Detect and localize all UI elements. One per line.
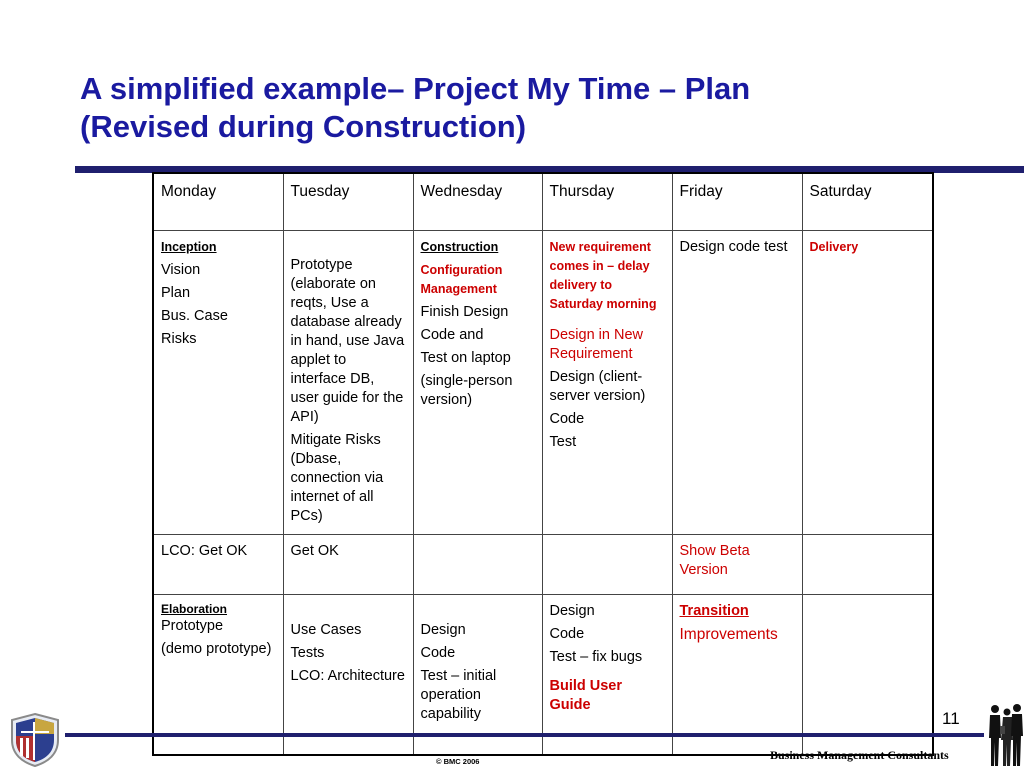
- table-row: [153, 535, 933, 595]
- cell-wednesday-tasks-2: [413, 595, 542, 756]
- task-item: Use Cases: [290, 622, 362, 638]
- task-item: Vision: [161, 262, 201, 278]
- task-item: Test – fix bugs: [549, 649, 643, 665]
- task-item: Bus. Case: [161, 308, 228, 324]
- cell-tuesday-tasks-2: [283, 595, 413, 756]
- phase-label-elaboration: Elaboration: [161, 602, 228, 616]
- table-row: [153, 595, 933, 756]
- cell-tuesday-milestone: Get OK: [283, 535, 413, 595]
- table-header-row: [153, 173, 933, 231]
- cell-thursday-milestone: [542, 535, 672, 595]
- task-item: Design code test: [679, 239, 788, 255]
- slide-title: [80, 70, 980, 146]
- cell-tuesday-tasks: [283, 231, 413, 535]
- cell-monday-phase: [153, 231, 283, 535]
- cell-monday-milestone: LCO: Get OK: [153, 535, 283, 595]
- cell-wednesday-tasks: [413, 231, 542, 535]
- cell-monday-phase-2: [153, 595, 283, 756]
- task-item: Design (client-server version): [549, 369, 646, 404]
- task-item: Test: [549, 434, 577, 450]
- header-friday: Friday: [672, 173, 802, 231]
- task-item-highlight: Build User Guide: [549, 678, 623, 713]
- task-item: Design: [549, 603, 595, 619]
- task-item: Code and: [420, 327, 484, 343]
- copyright-notice: © BMC 2006: [436, 757, 480, 766]
- task-item: Test – initial operation capability: [420, 668, 497, 722]
- task-item: (demo prototype): [161, 641, 272, 657]
- task-item: Plan: [161, 285, 191, 301]
- cell-thursday-tasks: [542, 231, 672, 535]
- consultants-figures-icon: [986, 702, 1024, 768]
- cell-thursday-tasks-2: [542, 595, 672, 756]
- task-item: Risks: [161, 331, 197, 347]
- task-item-highlight: Design in New Requirement: [549, 327, 643, 362]
- cell-friday-tasks: [672, 231, 802, 535]
- task-item: Tests: [290, 645, 325, 661]
- phase-label-construction: Construction: [420, 240, 499, 254]
- header-wednesday: Wednesday: [413, 173, 542, 231]
- slide-title-line-1: A simplified example– Project My Time – Plan: [80, 71, 751, 106]
- footer-divider: [65, 733, 984, 737]
- task-item: Finish Design: [420, 304, 509, 320]
- task-item: Test on laptop: [420, 350, 511, 366]
- task-item: Prototype (elaborate on reqts, Use a database already in hand, use Java applet to interface DB, user guide for the API): [290, 257, 405, 425]
- shield-logo-icon: [8, 712, 62, 768]
- page-number: 11: [942, 709, 960, 728]
- table-row: [153, 231, 933, 535]
- task-item-highlight: Delivery: [809, 240, 859, 254]
- slide-title-line-2: (Revised during Construction): [80, 109, 527, 144]
- cell-saturday-milestone: [802, 535, 933, 595]
- header-monday: Monday: [153, 173, 283, 231]
- task-item: Code: [549, 626, 585, 642]
- cell-saturday-tasks: [802, 231, 933, 535]
- task-item: Design: [420, 622, 466, 638]
- cell-friday-milestone: Show Beta Version: [672, 535, 802, 595]
- cell-wednesday-milestone: [413, 535, 542, 595]
- task-item: LCO: Architecture: [290, 668, 405, 684]
- task-item-highlight: Improvements: [679, 626, 778, 643]
- task-item: (single-person version): [420, 373, 513, 408]
- task-item: Code: [420, 645, 456, 661]
- task-item: Prototype: [161, 618, 224, 634]
- company-name: Business Management Consultants: [770, 748, 949, 762]
- phase-label-transition: Transition: [679, 603, 749, 619]
- header-tuesday: Tuesday: [283, 173, 413, 231]
- weekly-plan-table: [152, 172, 934, 756]
- cell-friday-tasks-2: [672, 595, 802, 756]
- task-item-highlight: New requirement comes in – delay delivery to Saturday morning: [549, 240, 657, 311]
- task-item: Code: [549, 411, 585, 427]
- header-thursday: Thursday: [542, 173, 672, 231]
- header-saturday: Saturday: [802, 173, 933, 231]
- task-item: Mitigate Risks (Dbase, connection via internet of all PCs): [290, 432, 384, 524]
- cell-saturday-tasks-2: [802, 595, 933, 756]
- phase-label-inception: Inception: [161, 240, 217, 254]
- task-item-highlight: Configuration Management: [420, 263, 503, 296]
